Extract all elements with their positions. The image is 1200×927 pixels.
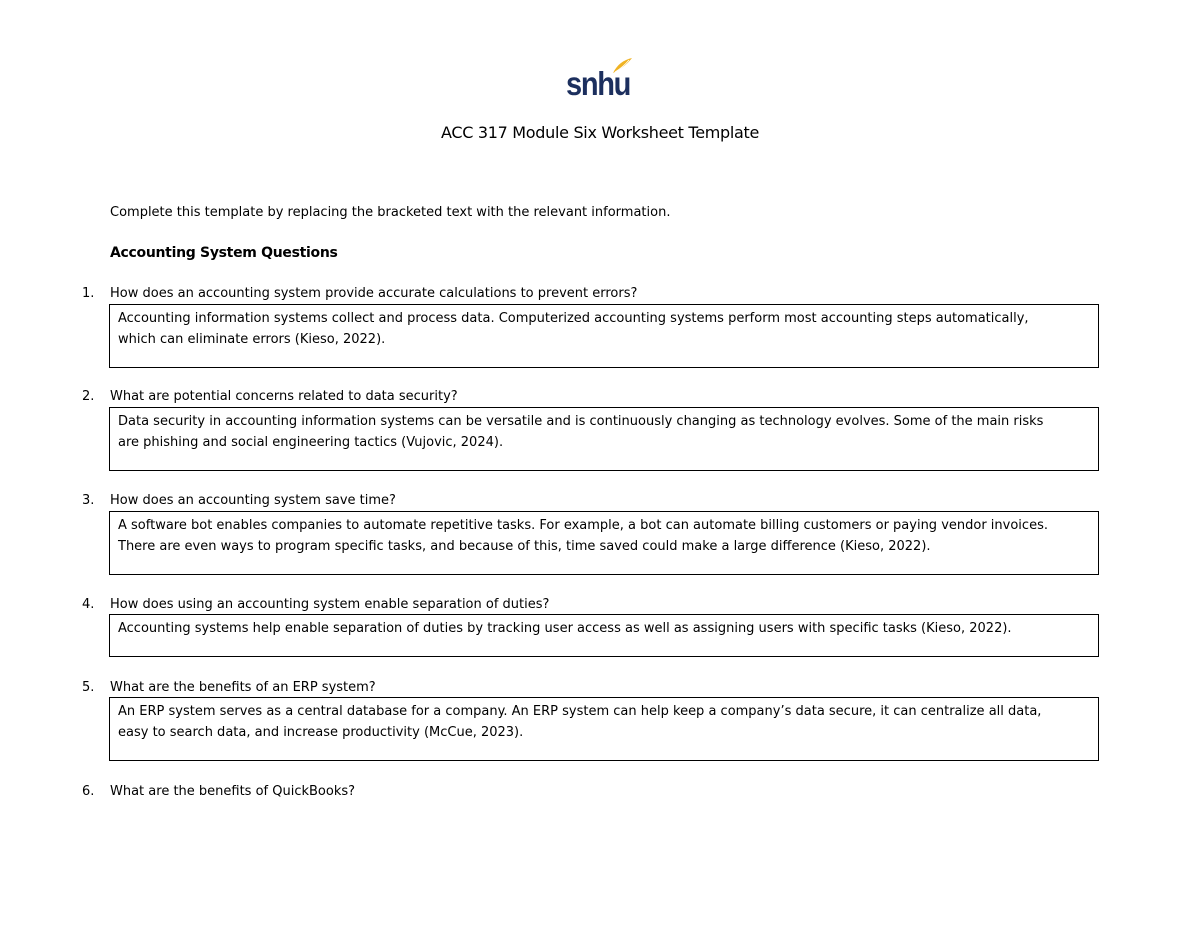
logo-text: snhu [566,65,631,102]
instructions: Complete this template by replacing the bracketed text with the relevant information. [110,205,671,220]
answer-line: easy to search data, and increase productivity (McCue, 2023). [118,725,524,740]
question-number: 3. [82,493,95,508]
question-number: 2. [82,389,95,404]
question-number: 1. [82,286,95,301]
answer-line: Accounting systems help enable separation of duties by tracking user access as well as assigning users with specific tasks (Kieso, 2022). [118,621,1012,636]
answer-line: There are even ways to program specific tasks, and because of this, time saved could make a large difference (Kieso, 2022). [118,539,931,554]
answer-box[interactable] [109,614,1099,657]
answer-box[interactable] [109,511,1099,575]
answer-line: are phishing and social engineering tactics (Vujovic, 2024). [118,435,504,450]
question-text: How does an accounting system save time? [110,493,396,508]
section-heading: Accounting System Questions [110,245,338,261]
question-number: 4. [82,597,95,612]
answer-box[interactable] [109,407,1099,471]
answer-box[interactable] [109,304,1099,368]
answer-line: A software bot enables companies to automate repetitive tasks. For example, a bot can automate billing customers or paying vendor invoices. [118,518,1048,533]
snhu-logo [563,57,635,103]
answer-line: Data security in accounting information systems can be versatile and is continuously changing as technology evolves. Some of the main risks [118,414,1044,429]
page-title: ACC 317 Module Six Worksheet Template [440,123,760,142]
answer-line: An ERP system serves as a central database for a company. An ERP system can help keep a company’s data secure, it can centralize all data, [118,704,1042,719]
answer-line: which can eliminate errors (Kieso, 2022). [118,332,386,347]
answer-line: Accounting information systems collect and process data. Computerized accounting systems perform most accounting steps automatically, [118,311,1029,326]
question-text: How does an accounting system provide accurate calculations to prevent errors? [110,286,638,301]
question-text: What are the benefits of an ERP system? [110,680,376,695]
question-text: How does using an accounting system enable separation of duties? [110,597,550,612]
question-text: What are potential concerns related to data security? [110,389,458,404]
question-text: What are the benefits of QuickBooks? [110,784,356,799]
question-number: 5. [82,680,95,695]
question-number: 6. [82,784,95,799]
answer-box[interactable] [109,697,1099,761]
